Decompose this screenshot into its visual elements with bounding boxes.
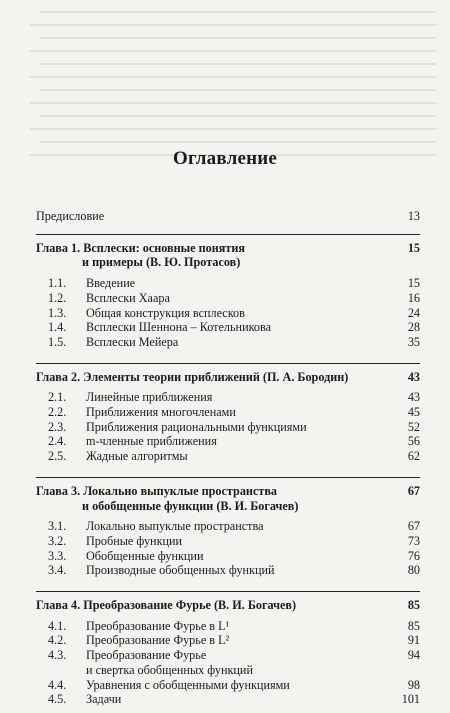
toc-section-number: 2.3. bbox=[48, 419, 67, 434]
toc-section-title-line: Преобразование Фурье bbox=[86, 648, 207, 663]
toc-chapter-page: 15 bbox=[407, 240, 420, 255]
toc-section-title-line: Всплески Шеннона – Котельникова bbox=[86, 320, 271, 335]
toc-preface-row[interactable] bbox=[36, 209, 420, 224]
toc-section-row[interactable] bbox=[48, 335, 420, 350]
toc-section-page: 91 bbox=[407, 633, 420, 648]
toc-chapter-page: 67 bbox=[407, 483, 420, 498]
toc-chapter-title-line: и обобщенные функции (В. И. Богачев) bbox=[82, 498, 299, 513]
toc-section-title bbox=[86, 648, 386, 677]
toc-preface-page: 13 bbox=[407, 209, 420, 223]
toc-section-title bbox=[86, 390, 386, 405]
toc-chapter-row[interactable] bbox=[36, 370, 420, 385]
spacer bbox=[36, 578, 420, 584]
toc-chapter-title-line: и примеры (В. Ю. Протасов) bbox=[82, 255, 241, 270]
toc-section-title-line: Общая конструкция всплесков bbox=[86, 305, 245, 320]
toc-section-title bbox=[86, 449, 386, 464]
toc-chapter-page: 85 bbox=[407, 598, 420, 613]
toc-section-title-line: Пробные функции bbox=[86, 533, 183, 548]
table-of-contents bbox=[36, 209, 420, 713]
toc-section-number: 4.5. bbox=[48, 692, 67, 707]
toc-section-row[interactable] bbox=[48, 276, 420, 291]
toc-section-number: 3.2. bbox=[48, 533, 67, 548]
toc-section-title-line: Жадные алгоритмы bbox=[86, 449, 188, 464]
toc-section-row[interactable] bbox=[48, 619, 420, 634]
toc-section-row[interactable] bbox=[48, 563, 420, 578]
toc-chapter-title bbox=[36, 598, 386, 613]
toc-section-title bbox=[86, 633, 386, 648]
toc-section-row[interactable] bbox=[48, 678, 420, 693]
toc-section-title bbox=[86, 320, 386, 335]
toc-chapter-title-line: Глава 1. Всплески: основные понятия bbox=[36, 240, 245, 255]
toc-chapter-row[interactable] bbox=[36, 598, 420, 613]
toc-section-page: 101 bbox=[401, 692, 420, 707]
toc-chapter-row[interactable] bbox=[36, 241, 420, 270]
chapter-divider bbox=[36, 591, 420, 592]
toc-section-title bbox=[86, 563, 386, 578]
toc-section-row[interactable] bbox=[48, 405, 420, 420]
toc-section-page: 94 bbox=[407, 648, 420, 663]
toc-section-title-line: Уравнения с обобщенными функциями bbox=[86, 677, 290, 692]
toc-section-page: 43 bbox=[407, 390, 420, 405]
toc-chapter-title bbox=[36, 370, 386, 385]
toc-section-title bbox=[86, 306, 386, 321]
toc-chapter-title-line: Глава 3. Локально выпуклые пространства bbox=[36, 483, 278, 498]
toc-chapter-page: 43 bbox=[407, 369, 420, 384]
toc-section-row[interactable] bbox=[48, 692, 420, 707]
toc-section-number: 4.4. bbox=[48, 677, 67, 692]
toc-section-row[interactable] bbox=[48, 434, 420, 449]
toc-chapter-title-line: Глава 2. Элементы теории приближений (П. А. Бородин) bbox=[36, 369, 349, 384]
toc-section-number: 3.4. bbox=[48, 563, 67, 578]
spacer bbox=[36, 707, 420, 713]
toc-section-title-line: Всплески Хаара bbox=[86, 290, 170, 305]
toc-section-page: 80 bbox=[407, 563, 420, 578]
toc-section-title-line: m-членные приближения bbox=[86, 434, 217, 449]
toc-section-title-line: Производные обобщенных функций bbox=[86, 563, 275, 578]
toc-section-page: 45 bbox=[407, 405, 420, 420]
toc-section-number: 1.2. bbox=[48, 290, 67, 305]
toc-section-row[interactable] bbox=[48, 306, 420, 321]
toc-section-number: 3.3. bbox=[48, 548, 67, 563]
toc-chapters bbox=[36, 234, 420, 713]
toc-chapter-title bbox=[36, 484, 386, 513]
toc-section-page: 35 bbox=[407, 334, 420, 349]
toc-section-title bbox=[86, 549, 386, 564]
page-title: Оглавление bbox=[172, 148, 278, 169]
toc-section-number: 2.2. bbox=[48, 405, 67, 420]
toc-section-title bbox=[86, 692, 386, 707]
toc-chapter-row[interactable] bbox=[36, 484, 420, 513]
toc-section-title bbox=[86, 519, 386, 534]
spacer bbox=[36, 350, 420, 356]
toc-section-title-line: Приближения многочленами bbox=[86, 405, 236, 420]
toc-section-page: 28 bbox=[407, 320, 420, 335]
toc-section-title bbox=[86, 434, 386, 449]
toc-section-title-line: и свертка обобщенных функций bbox=[86, 662, 253, 677]
toc-section-row[interactable] bbox=[48, 519, 420, 534]
chapter-divider bbox=[36, 363, 420, 364]
toc-section-number: 1.3. bbox=[48, 305, 67, 320]
toc-section-row[interactable] bbox=[48, 549, 420, 564]
toc-section-number: 3.1. bbox=[48, 519, 67, 534]
toc-section-page: 98 bbox=[407, 677, 420, 692]
toc-section-page: 24 bbox=[407, 305, 420, 320]
toc-section-title bbox=[86, 534, 386, 549]
toc-section-page: 15 bbox=[407, 276, 420, 291]
toc-section-row[interactable] bbox=[48, 320, 420, 335]
toc-section-number: 1.4. bbox=[48, 320, 67, 335]
toc-section-title-line: Введение bbox=[86, 276, 136, 291]
toc-section-title bbox=[86, 678, 386, 693]
toc-section-title bbox=[86, 276, 386, 291]
toc-section-number: 2.5. bbox=[48, 449, 67, 464]
toc-section-page: 16 bbox=[407, 290, 420, 305]
toc-section-page: 85 bbox=[407, 618, 420, 633]
toc-section-number: 2.1. bbox=[48, 390, 67, 405]
toc-section-number: 2.4. bbox=[48, 434, 67, 449]
chapter-divider bbox=[36, 477, 420, 478]
toc-section-row[interactable] bbox=[48, 648, 420, 677]
toc-section-title-line: Линейные приближения bbox=[86, 390, 213, 405]
toc-section-row[interactable] bbox=[48, 390, 420, 405]
toc-section-number: 1.1. bbox=[48, 276, 67, 291]
toc-section-title-line: Преобразование Фурье в L¹ bbox=[86, 618, 230, 633]
toc-section-number: 4.1. bbox=[48, 618, 67, 633]
toc-section-title bbox=[86, 335, 386, 350]
toc-section-page: 62 bbox=[407, 449, 420, 464]
toc-section-row[interactable] bbox=[48, 420, 420, 435]
toc-section-number: 1.5. bbox=[48, 334, 67, 349]
toc-section-row[interactable] bbox=[48, 633, 420, 648]
chapter-divider bbox=[36, 234, 420, 235]
toc-chapter-title bbox=[36, 241, 386, 270]
toc-section-number: 4.2. bbox=[48, 633, 67, 648]
toc-section-title-line: Приближения рациональными функциями bbox=[86, 419, 307, 434]
spacer bbox=[36, 464, 420, 470]
toc-section-title bbox=[86, 291, 386, 306]
toc-chapter-title-line: Глава 4. Преобразование Фурье (В. И. Богачев) bbox=[36, 598, 297, 613]
toc-section-title-line: Обобщенные функции bbox=[86, 548, 204, 563]
toc-section-title bbox=[86, 405, 386, 420]
toc-section-title-line: Преобразование Фурье в L² bbox=[86, 633, 230, 648]
toc-section-row[interactable] bbox=[48, 534, 420, 549]
toc-section-row[interactable] bbox=[48, 291, 420, 306]
toc-section-page: 73 bbox=[407, 533, 420, 548]
toc-section-row[interactable] bbox=[48, 449, 420, 464]
toc-section-page: 52 bbox=[407, 419, 420, 434]
toc-section-title bbox=[86, 619, 386, 634]
toc-section-number: 4.3. bbox=[48, 648, 67, 663]
toc-section-title bbox=[86, 420, 386, 435]
toc-section-title-line: Локально выпуклые пространства bbox=[86, 519, 264, 534]
toc-section-title-line: Задачи bbox=[86, 692, 122, 707]
toc-section-page: 76 bbox=[407, 548, 420, 563]
toc-section-page: 56 bbox=[407, 434, 420, 449]
toc-section-page: 67 bbox=[407, 519, 420, 534]
toc-preface-title: Предисловие bbox=[36, 209, 105, 223]
toc-section-title-line: Всплески Мейера bbox=[86, 334, 179, 349]
